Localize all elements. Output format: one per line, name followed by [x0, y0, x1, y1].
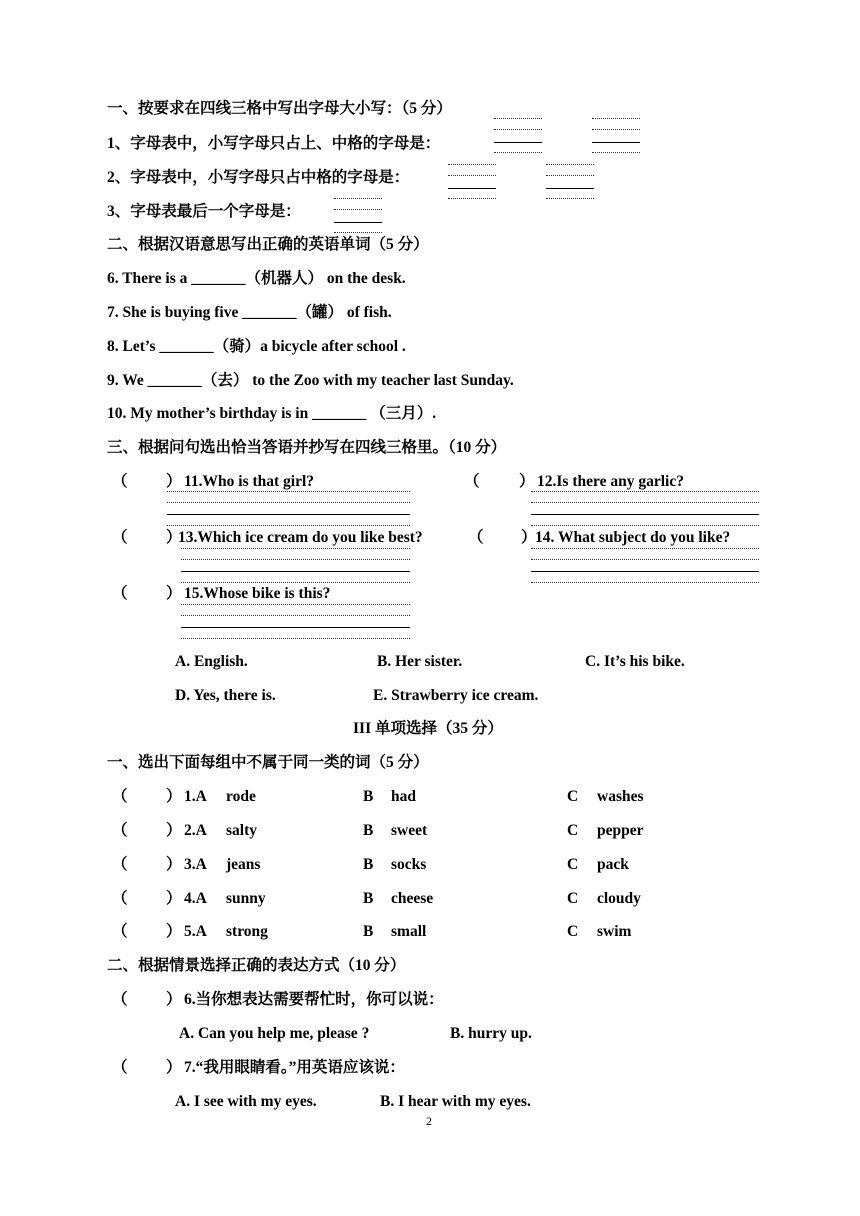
writing-grid[interactable]	[592, 118, 640, 154]
option-a-word: rode	[226, 788, 256, 805]
option-b-word: cheese	[391, 890, 434, 907]
question-8: 8. Let’s _______（骑）a bicycle after school .	[107, 338, 406, 355]
answer-option-e: E. Strawberry ice cream.	[373, 687, 539, 704]
question-15: 15.Whose bike is this?	[184, 585, 331, 602]
option-c-label: C	[567, 890, 579, 907]
answer-bracket-close: ）	[166, 585, 182, 602]
bracket-close: ）	[166, 822, 182, 839]
answer-option-a: A. English.	[175, 653, 248, 670]
option-b-word: socks	[391, 856, 427, 873]
writing-grid[interactable]	[448, 164, 496, 200]
option-c-label: C	[567, 923, 579, 940]
bracket-close: ）	[166, 856, 182, 873]
answer-bracket-close: ）	[166, 529, 182, 546]
option-c-label: C	[567, 856, 579, 873]
section-heading-words: 二、根据汉语意思写出正确的英语单词（5 分）	[107, 236, 429, 253]
option-a-label: 3.A	[184, 856, 207, 873]
page-number: 2	[426, 1114, 432, 1128]
bracket-close: ）	[166, 923, 182, 940]
option-c-word: swim	[597, 923, 632, 940]
question-9: 9. We _______（去） to the Zoo with my teacher last Sunday.	[107, 372, 514, 389]
option-a-word: strong	[226, 923, 268, 940]
question-11: 11.Who is that girl?	[184, 473, 315, 490]
option-a-label: 4.A	[184, 890, 207, 907]
answer-bracket-close: ）	[521, 529, 537, 546]
answer-bracket-close: ）	[519, 473, 535, 490]
option-a-word: salty	[226, 822, 257, 839]
option-a-label: 1.A	[184, 788, 207, 805]
option-b-word: had	[391, 788, 416, 805]
question-14: 14. What subject do you like?	[535, 529, 731, 546]
answer-writing-grid[interactable]	[167, 491, 410, 527]
situational-option-a: A. I see with my eyes.	[175, 1093, 317, 1110]
section-heading-letters: 一、按要求在四线三格中写出字母大小写：（5 分）	[107, 100, 452, 117]
option-b-word: small	[391, 923, 427, 940]
writing-grid[interactable]	[546, 164, 594, 200]
option-a-word: sunny	[226, 890, 266, 907]
question-3: 3、字母表最后一个字母是：	[107, 203, 301, 220]
option-c-word: pepper	[597, 822, 644, 839]
bracket-open: （	[112, 822, 128, 839]
answer-bracket-open: （	[112, 529, 128, 546]
answer-writing-grid[interactable]	[181, 604, 410, 640]
question-6: 6. There is a _______（机器人） on the desk.	[107, 270, 406, 287]
situational-option-b: B. hurry up.	[450, 1025, 532, 1042]
option-c-label: C	[567, 822, 579, 839]
bracket-close: ）	[166, 991, 182, 1008]
question-7: 7. She is buying five _______（罐） of fish.	[107, 304, 392, 321]
question-10: 10. My mother’s birthday is in _______ （三月）.	[107, 405, 437, 422]
bracket-open: （	[112, 856, 128, 873]
bracket-open: （	[112, 890, 128, 907]
situational-option-a: A. Can you help me, please ?	[179, 1025, 370, 1042]
option-a-word: jeans	[226, 856, 261, 873]
option-c-label: C	[567, 788, 579, 805]
part-heading: III 单项选择（35 分）	[353, 720, 503, 737]
answer-bracket-close: ）	[166, 473, 182, 490]
answer-option-d: D. Yes, there is.	[175, 687, 276, 704]
situational-question-6: 6.当你想表达需要帮忙时，你可以说：	[184, 991, 444, 1008]
option-b-word: sweet	[391, 822, 428, 839]
answer-bracket-open: （	[112, 585, 128, 602]
section-heading-odd-one-out: 一、选出下面每组中不属于同一类的词（5 分）	[107, 754, 429, 771]
option-c-word: cloudy	[597, 890, 641, 907]
writing-grid[interactable]	[334, 198, 382, 234]
answer-option-c: C. It’s his bike.	[585, 653, 685, 670]
question-12: 12.Is there any garlic?	[537, 473, 684, 490]
situational-question-7: 7.“我用眼睛看。”用英语应该说：	[184, 1059, 405, 1076]
answer-bracket-open: （	[112, 473, 128, 490]
option-a-label: 2.A	[184, 822, 207, 839]
bracket-open: （	[112, 991, 128, 1008]
bracket-open: （	[112, 1059, 128, 1076]
answer-writing-grid[interactable]	[181, 548, 410, 584]
bracket-open: （	[112, 788, 128, 805]
answer-writing-grid[interactable]	[531, 491, 759, 527]
option-b-label: B	[363, 856, 374, 873]
answer-bracket-open: （	[468, 529, 484, 546]
option-b-label: B	[363, 890, 374, 907]
section-heading-answers: 三、根据问句选出恰当答语并抄写在四线三格里。（10 分）	[107, 439, 507, 456]
question-13: 13.Which ice cream do you like best?	[178, 529, 423, 546]
option-b-label: B	[363, 788, 374, 805]
bracket-close: ）	[166, 1059, 182, 1076]
bracket-close: ）	[166, 788, 182, 805]
situational-option-b: B. I hear with my eyes.	[380, 1093, 531, 1110]
question-2: 2、字母表中，小写字母只占中格的字母是：	[107, 169, 410, 186]
option-a-label: 5.A	[184, 923, 207, 940]
bracket-close: ）	[166, 890, 182, 907]
answer-bracket-open: （	[464, 473, 480, 490]
section-heading-situational: 二、根据情景选择正确的表达方式（10 分）	[107, 957, 406, 974]
writing-grid[interactable]	[494, 118, 542, 154]
option-b-label: B	[363, 923, 374, 940]
option-c-word: washes	[597, 788, 644, 805]
bracket-open: （	[112, 923, 128, 940]
option-b-label: B	[363, 822, 374, 839]
question-1: 1、字母表中，小写字母只占上、中格的字母是：	[107, 135, 441, 152]
option-c-word: pack	[597, 856, 629, 873]
answer-writing-grid[interactable]	[531, 548, 759, 584]
answer-option-b: B. Her sister.	[377, 653, 463, 670]
